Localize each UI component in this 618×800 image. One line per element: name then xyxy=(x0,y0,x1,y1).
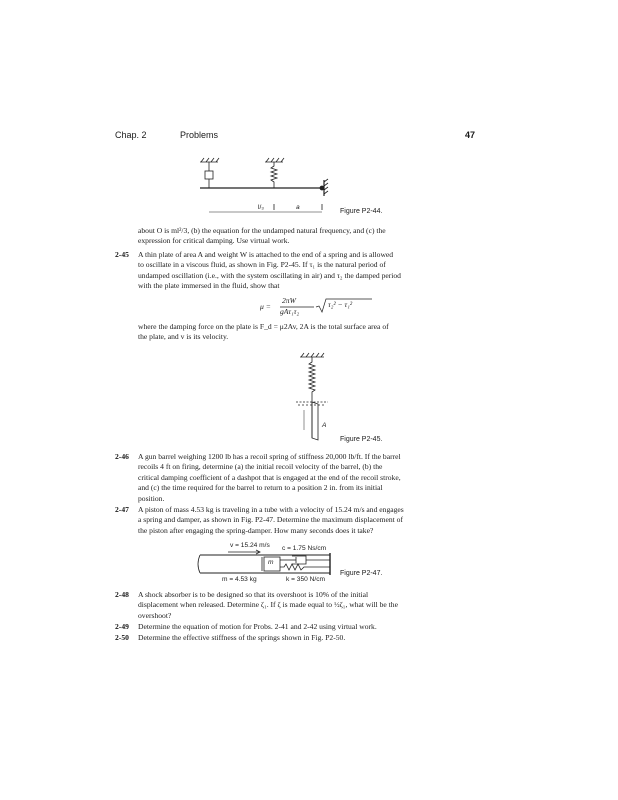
fig47-stiffness-label: k = 350 N/cm xyxy=(286,576,326,583)
fig44-label-a: l/₃ xyxy=(258,204,264,211)
text-line: and (c) the time required for the barrel to return to a position 2 in. from its initial xyxy=(138,483,383,493)
problem-2-48 xyxy=(115,590,480,622)
text-line: A piston of mass 4.53 kg is traveling in a tube with a velocity of 15.24 m/s and engages xyxy=(138,505,404,514)
text-line: about O is ml²/3, (b) the equation for the undamped natural frequency, and (c) the xyxy=(138,226,386,235)
problem-number: 2-45 xyxy=(115,250,129,259)
text-line: where the damping force on the plate is F_d = μ2Av, 2A is the total surface area of xyxy=(138,322,389,331)
text-line: overshoot? xyxy=(138,610,172,620)
problem-number: 2-48 xyxy=(115,590,129,599)
text-line: expression for critical damping. Use virtual work. xyxy=(138,236,290,246)
text-line: position. xyxy=(138,493,165,503)
problem-number: 2-50 xyxy=(115,633,129,642)
figure-p2-47-caption: Figure P2-47. xyxy=(340,570,383,577)
page-number: 47 xyxy=(465,130,476,140)
chapter-label: Chap. 2 xyxy=(115,130,147,140)
fig47-mass-symbol: m xyxy=(268,559,274,566)
figure-p2-44-caption: Figure P2-44. xyxy=(340,208,383,215)
text-line: to oscillate in a viscous fluid, as shown in Fig. P2-45. If τ₁ is the natural period of xyxy=(138,260,386,270)
text-line: the plate, and v is its velocity. xyxy=(138,332,229,342)
text-line: A gun barrel weighing 1200 lb has a recoil spring of stiffness 20,000 lb/ft. If the barrel xyxy=(138,452,401,461)
text-line: Determine the effective stiffness of the springs shown in Fig. P2-50. xyxy=(138,633,346,642)
formula-numerator: 2πW xyxy=(282,296,296,305)
fig45-area-label: A xyxy=(322,422,327,429)
formula-lhs: μ = xyxy=(260,302,271,311)
fig44-label-b: a xyxy=(296,204,300,211)
section-label: Problems xyxy=(180,130,219,140)
text-line: a spring and damper, as shown in Fig. P2-47. Determine the maximum displacement of xyxy=(138,515,404,525)
text-line: with the plate immersed in the fluid, show that xyxy=(138,281,280,291)
problem-number: 2-47 xyxy=(115,505,129,514)
text-line: displacement when released. Determine ζ₁. If ζ is made equal to ½ζ₁, what will be the xyxy=(138,600,398,610)
formula-denominator: gAτ₁τ₂ xyxy=(280,307,300,316)
text-line: the piston after engaging the spring-damper. How many seconds does it take? xyxy=(138,525,374,535)
figure-p2-45-caption: Figure P2-45. xyxy=(340,436,383,443)
problem-2-50 xyxy=(115,633,480,645)
text-line: undamped oscillation (i.e., with the system oscillating in air) and τ₂ the damped period xyxy=(138,270,401,280)
text-line: recoils 4 ft on firing, determine (a) the initial recoil velocity of the barrel, (b) the xyxy=(138,462,383,472)
problem-number: 2-46 xyxy=(115,452,129,461)
text-line: A thin plate of area A and weight W is attached to the end of a spring and is allowed xyxy=(138,250,394,259)
formula-radicand: τ₂² − τ₁² xyxy=(328,300,353,309)
fig47-damping-label: c = 1.75 Ns/cm xyxy=(282,545,327,552)
text-line: critical damping coefficient of a dashpot that is engaged at the end of the recoil stroke, xyxy=(138,472,401,482)
problem-number: 2-49 xyxy=(115,622,129,631)
text-line: A shock absorber is to be designed so that its overshoot is 10% of the initial xyxy=(138,590,369,599)
fig47-mass-label: m = 4.53 kg xyxy=(222,576,257,583)
text-line: Determine the equation of motion for Probs. 2-41 and 2-42 using virtual work. xyxy=(138,622,377,631)
fig47-velocity-label: v = 15.24 m/s xyxy=(230,542,270,549)
